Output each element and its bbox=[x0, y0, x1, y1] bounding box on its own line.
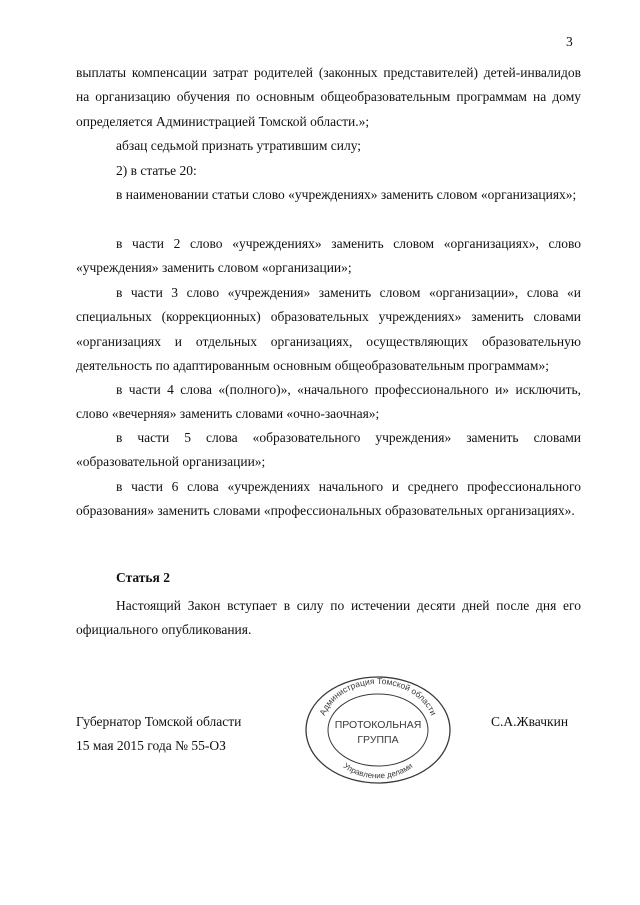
paragraph-2: абзац седьмой признать утратившим силу; bbox=[116, 138, 362, 153]
signatory-position: Губернатор Томской области bbox=[76, 714, 242, 729]
official-stamp bbox=[298, 672, 458, 784]
paragraph-4: в наименовании статьи слово «учреждениях» заменить словом «организациях»; bbox=[116, 187, 577, 202]
article-text: Настоящий Закон вступает в силу по истечении десяти дней после дня его официального опубликования. bbox=[76, 598, 581, 638]
paragraph-7: в части 4 слова «(полного)», «начального профессионального и» исключить, слово «вечерняя» заменить словами «очно-заочная»; bbox=[76, 382, 581, 422]
paragraph-1: выплаты компенсации затрат родителей (законных представителей) детей-инвалидов на организацию обучения по основным общеобразовательным программам на дому определяется Администрацией Томской области.»; bbox=[76, 65, 581, 129]
page-number: 3 bbox=[566, 34, 573, 49]
stamp-outer-text: Администрация Томской области bbox=[317, 675, 439, 717]
paragraph-3: 2) в статье 20: bbox=[116, 163, 197, 178]
paragraph-9: в части 6 слова «учреждениях начального и среднего профессионального образования» заменить словами «профессиональных образовательных организациях». bbox=[76, 479, 581, 519]
law-date-number: 15 мая 2015 года № 55-ОЗ bbox=[76, 738, 226, 753]
paragraph-5: в части 2 слово «учреждениях» заменить словом «организациях», слово «учреждения» заменить словом «организации»; bbox=[76, 236, 581, 276]
article-heading: Статья 2 bbox=[116, 570, 170, 585]
signatory-name: С.А.Жвачкин bbox=[491, 714, 569, 729]
stamp-center-line1: ПРОТОКОЛЬНАЯ bbox=[334, 719, 422, 731]
paragraph-8: в части 5 слова «образовательного учреждения» заменить словами «образовательной организации»; bbox=[76, 430, 581, 470]
paragraph-6: в части 3 слово «учреждения» заменить словом «организации», слова «и специальных (коррекционных) образовательных учреждениях» заменить словами «организациях и отдельных организациях, осуществляющих образовательную деятельность по адаптированным основным общеобразовательным программам»; bbox=[76, 285, 581, 374]
stamp-center-line2: ГРУППА bbox=[357, 734, 399, 746]
stamp-bottom-text: Управление делами bbox=[341, 761, 415, 781]
